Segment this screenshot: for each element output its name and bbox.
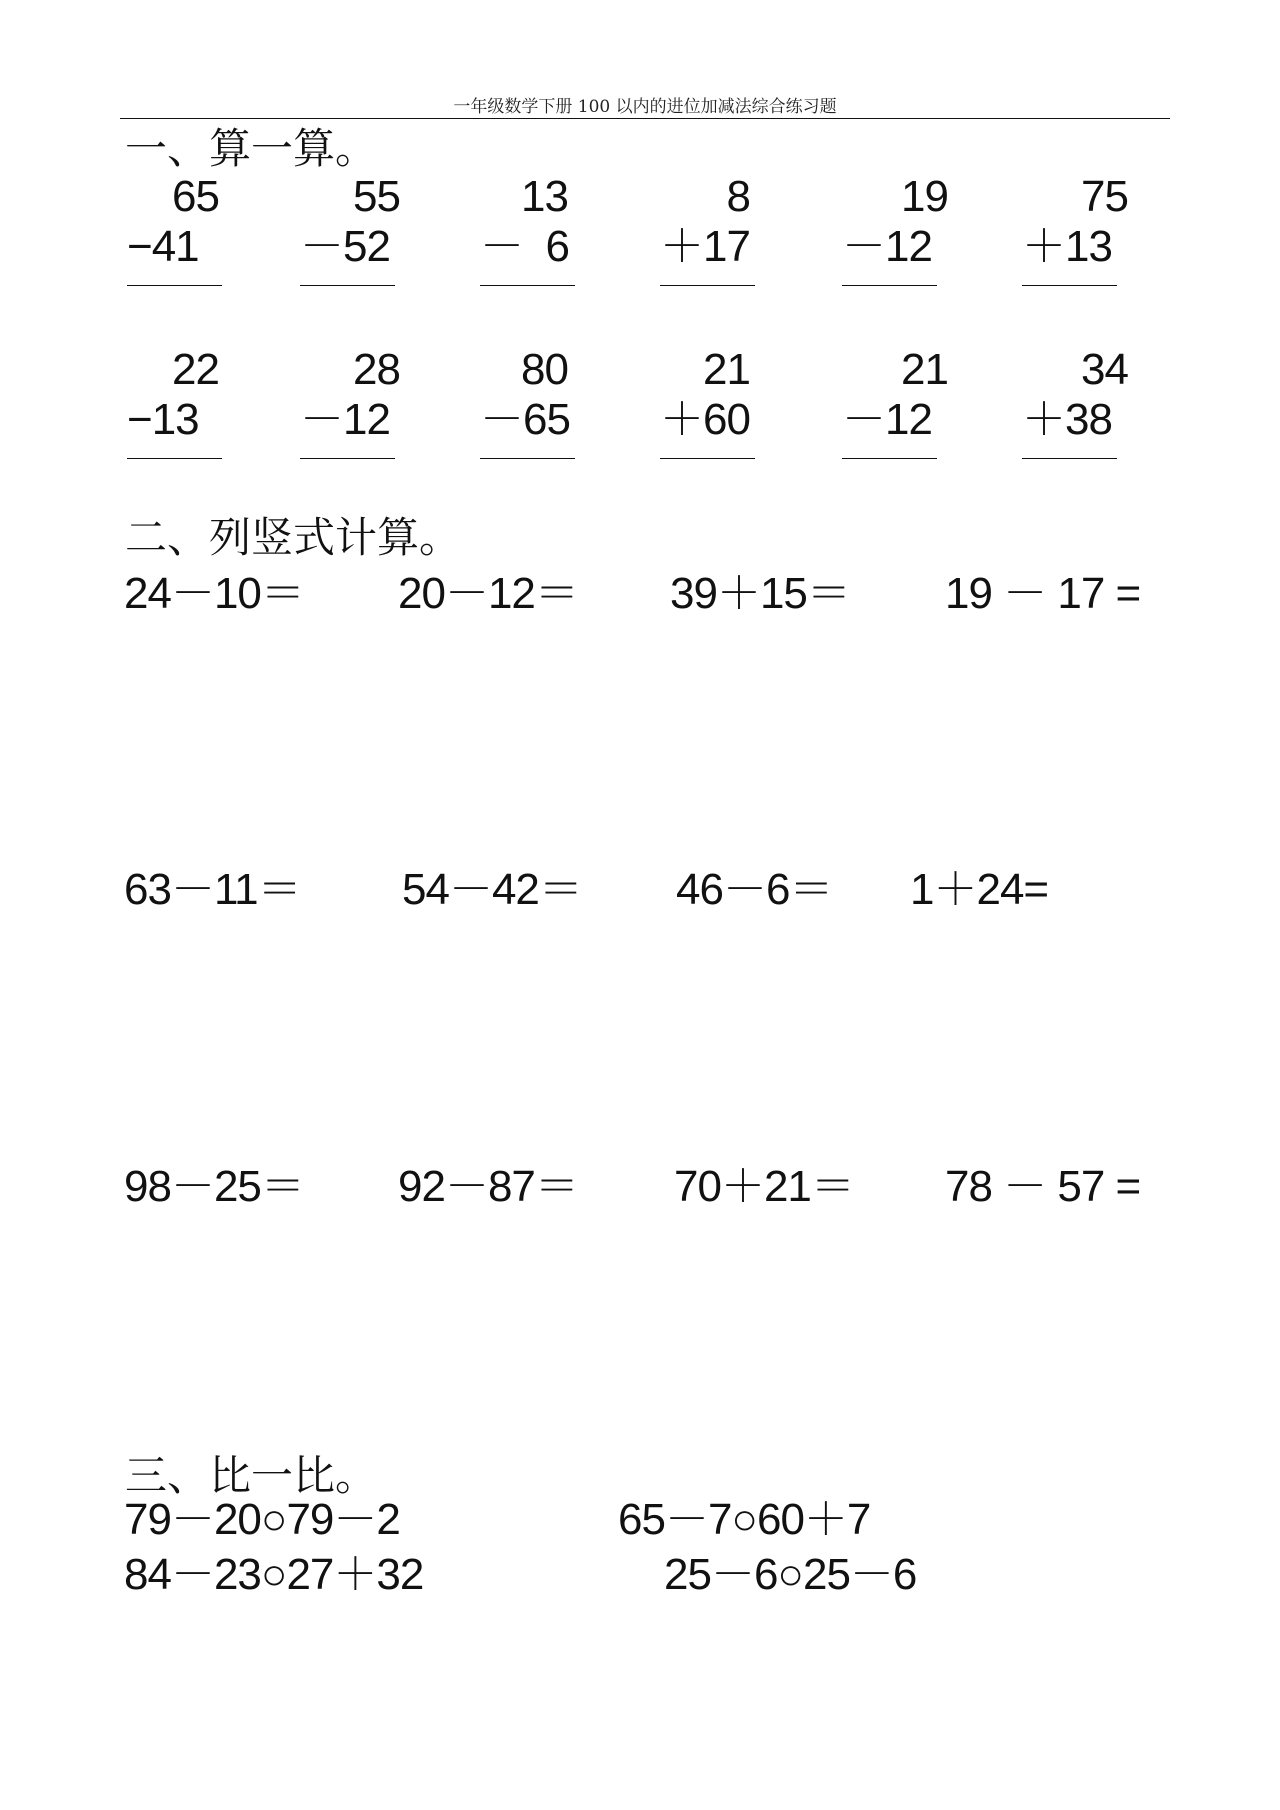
operator-line: －12 <box>300 395 390 444</box>
equation-row-3 <box>0 1162 1280 1225</box>
equation: 24－10＝ <box>124 569 304 618</box>
answer-line <box>300 285 395 286</box>
page-header: 一年级数学下册 100 以内的进位加减法综合练习题 <box>453 97 837 117</box>
answer-line <box>1022 285 1117 286</box>
equation-row-2 <box>0 865 1280 928</box>
top-number: 28 <box>353 345 400 394</box>
top-number: 65 <box>172 172 219 221</box>
equation: 78 － 57 = <box>945 1162 1141 1211</box>
operator-line: －12 <box>842 395 932 444</box>
vertical-problem <box>300 172 420 295</box>
top-number: 80 <box>521 345 568 394</box>
operator-line: ＋17 <box>660 222 750 271</box>
equation: 92－87＝ <box>398 1162 578 1211</box>
vertical-problem <box>1022 345 1142 468</box>
top-number: 21 <box>901 345 948 394</box>
top-number: 34 <box>1081 345 1128 394</box>
answer-line <box>1022 458 1117 459</box>
equation: 98－25＝ <box>124 1162 304 1211</box>
operator-line: ＋38 <box>1022 395 1112 444</box>
vertical-problem <box>480 345 600 468</box>
vertical-problem <box>480 172 600 295</box>
equation: 63－11＝ <box>124 865 301 914</box>
equation: 1＋24= <box>910 865 1049 914</box>
operator-line: ＋60 <box>660 395 750 444</box>
top-number: 8 <box>726 172 750 221</box>
vertical-problem <box>842 172 962 295</box>
comparison: 25－6○25－6 <box>664 1550 917 1599</box>
comparison: 79－20○79－2 <box>124 1495 400 1544</box>
vertical-problem <box>842 345 962 468</box>
answer-line <box>300 458 395 459</box>
operator-line: －12 <box>842 222 932 271</box>
equation: 54－42＝ <box>402 865 582 914</box>
equation-row-1 <box>0 569 1280 632</box>
top-number: 13 <box>521 172 568 221</box>
answer-line <box>480 285 575 286</box>
equation: 19 － 17 = <box>945 569 1141 618</box>
vertical-problem <box>127 172 247 295</box>
answer-line <box>842 458 937 459</box>
operator-line: －52 <box>300 222 390 271</box>
vertical-problem <box>1022 172 1142 295</box>
top-number: 21 <box>703 345 750 394</box>
section-1-title: 一、算一算。 <box>125 124 378 173</box>
answer-line <box>660 458 755 459</box>
answer-line <box>480 458 575 459</box>
section-2-title: 二、列竖式计算。 <box>125 513 462 562</box>
comparison: 65－7○60＋7 <box>618 1495 871 1544</box>
section-3-title: 三、比一比。 <box>125 1451 378 1500</box>
operator-line: ＋13 <box>1022 222 1112 271</box>
top-number: 22 <box>172 345 219 394</box>
equation: 70＋21＝ <box>674 1162 854 1211</box>
operator-line: −41 <box>127 222 199 271</box>
operator-line: −13 <box>127 395 199 444</box>
equation: 20－12＝ <box>398 569 578 618</box>
answer-line <box>660 285 755 286</box>
top-number: 19 <box>901 172 948 221</box>
answer-line <box>842 285 937 286</box>
operator-line: －65 <box>480 395 570 444</box>
vertical-problem <box>300 345 420 468</box>
top-number: 75 <box>1081 172 1128 221</box>
answer-line <box>127 458 222 459</box>
vertical-problem <box>660 345 780 468</box>
vertical-row-2 <box>0 345 1280 468</box>
answer-line <box>127 285 222 286</box>
top-number: 55 <box>353 172 400 221</box>
equation: 39＋15＝ <box>670 569 850 618</box>
equation: 46－6＝ <box>676 865 833 914</box>
operator-line: － 6 <box>480 222 569 271</box>
vertical-problem <box>660 172 780 295</box>
vertical-row-1 <box>0 172 1280 295</box>
comparison: 84－23○27＋32 <box>124 1550 424 1599</box>
vertical-problem <box>127 345 247 468</box>
header-rule <box>120 118 1170 119</box>
